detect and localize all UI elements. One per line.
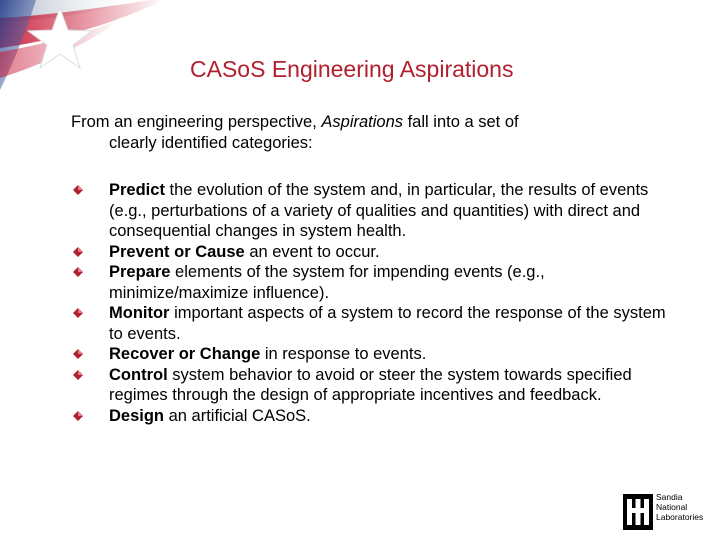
list-item <box>73 262 673 303</box>
bullet-text: important aspects of a system to record the response of the system to events. <box>109 304 666 343</box>
bullet-icon <box>73 370 83 380</box>
sandia-thunderbird-icon <box>623 494 653 530</box>
list-item <box>73 303 673 344</box>
bullet-icon <box>73 267 83 277</box>
aspirations-list <box>73 180 673 426</box>
bullet-icon <box>73 185 83 195</box>
bullet-icon <box>73 308 83 318</box>
bullet-text: an artificial CASoS. <box>164 406 311 425</box>
flag-star-logo <box>0 0 170 130</box>
bullet-icon <box>73 411 83 421</box>
list-item <box>73 242 673 263</box>
logo-line1: Sandia <box>656 492 683 502</box>
list-item <box>73 365 673 406</box>
list-item <box>73 344 673 365</box>
bullet-keyword: Predict <box>109 181 165 199</box>
intro-text-line2: clearly identified categories: <box>109 134 313 152</box>
bullet-keyword: Prevent or Cause <box>109 242 245 261</box>
logo-line2: National <box>656 502 688 512</box>
bullet-keyword: Recover or Change <box>109 345 261 363</box>
bullet-keyword: Control <box>109 365 168 384</box>
bullet-text: an event to occur. <box>244 242 380 261</box>
list-item <box>73 406 673 427</box>
intro-text-part2: fall into a set of <box>403 113 519 131</box>
intro-text-part1: From an engineering perspective, <box>71 113 322 131</box>
intro-emphasis: Aspirations <box>321 113 404 131</box>
bullet-text: elements of the system for impending events (e.g., minimize/maximize influence). <box>109 263 545 302</box>
bullet-keyword: Design <box>109 406 165 425</box>
list-item <box>73 180 673 242</box>
sandia-logo-text <box>656 492 703 522</box>
bullet-text: system behavior to avoid or steer the system towards specified regimes through the design of appropriate incentives and feedback. <box>109 365 632 404</box>
bullet-icon <box>73 349 83 359</box>
bullet-keyword: Prepare <box>109 263 171 281</box>
bullet-text: the evolution of the system and, in particular, the results of events (e.g., perturbations of a variety of qualities and quantities) with direct and consequential changes in system health. <box>109 181 649 240</box>
bullet-icon <box>73 247 83 257</box>
bullet-text: in response to events. <box>260 345 427 363</box>
slide-title: CASoS Engineering Aspirations <box>190 56 514 82</box>
logo-line3: Laboratories <box>656 512 704 522</box>
intro-paragraph <box>71 112 631 154</box>
bullet-keyword: Monitor <box>109 304 170 322</box>
